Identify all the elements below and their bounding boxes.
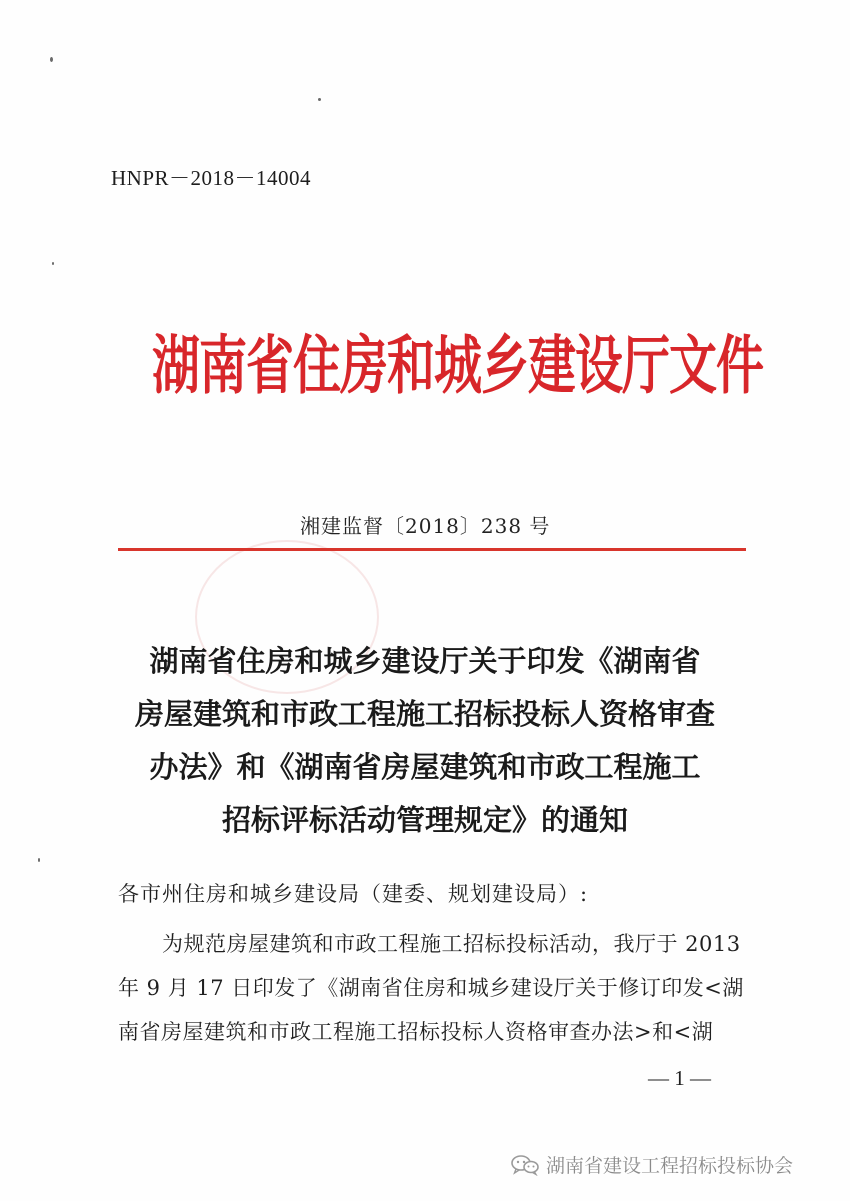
scan-speck [318, 98, 321, 101]
red-divider-line [118, 548, 746, 551]
body-line: 为规范房屋建筑和市政工程施工招标投标活动，我厅于 2013 [162, 932, 741, 956]
document-header-title: 湖南省住房和城乡建设厅文件 [152, 329, 764, 404]
salutation: 各市州住房和城乡建设局（建委、规划建设局）: [118, 882, 589, 906]
body-paragraph [118, 922, 758, 1054]
scan-speck [50, 57, 53, 62]
document-code: HNPR－2018－14004 [111, 166, 312, 190]
page-number: — 1 — [648, 1066, 711, 1090]
wechat-watermark [510, 1151, 793, 1178]
scan-speck [38, 858, 40, 862]
scan-speck [52, 262, 54, 265]
notice-title-line: 办法》和《湖南省房屋建筑和市政工程施工 [149, 750, 701, 784]
notice-title-line: 招标评标活动管理规定》的通知 [221, 803, 628, 837]
notice-title-line: 湖南省住房和城乡建设厅关于印发《湖南省 [149, 644, 701, 678]
notice-title-line: 房屋建筑和市政工程施工招标投标人资格审查 [134, 697, 715, 731]
watermark-text: 湖南省建设工程招标投标协会 [546, 1155, 794, 1177]
document-number: 湘建监督〔2018〕238 号 [300, 514, 551, 538]
body-line: 南省房屋建筑和市政工程施工招标投标人资格审查办法>和<湖 [118, 1020, 714, 1044]
wechat-icon [510, 1154, 540, 1176]
notice-title [60, 635, 790, 847]
body-line: 年 9 月 17 日印发了《湖南省住房和城乡建设厅关于修订印发<湖 [118, 976, 744, 1000]
